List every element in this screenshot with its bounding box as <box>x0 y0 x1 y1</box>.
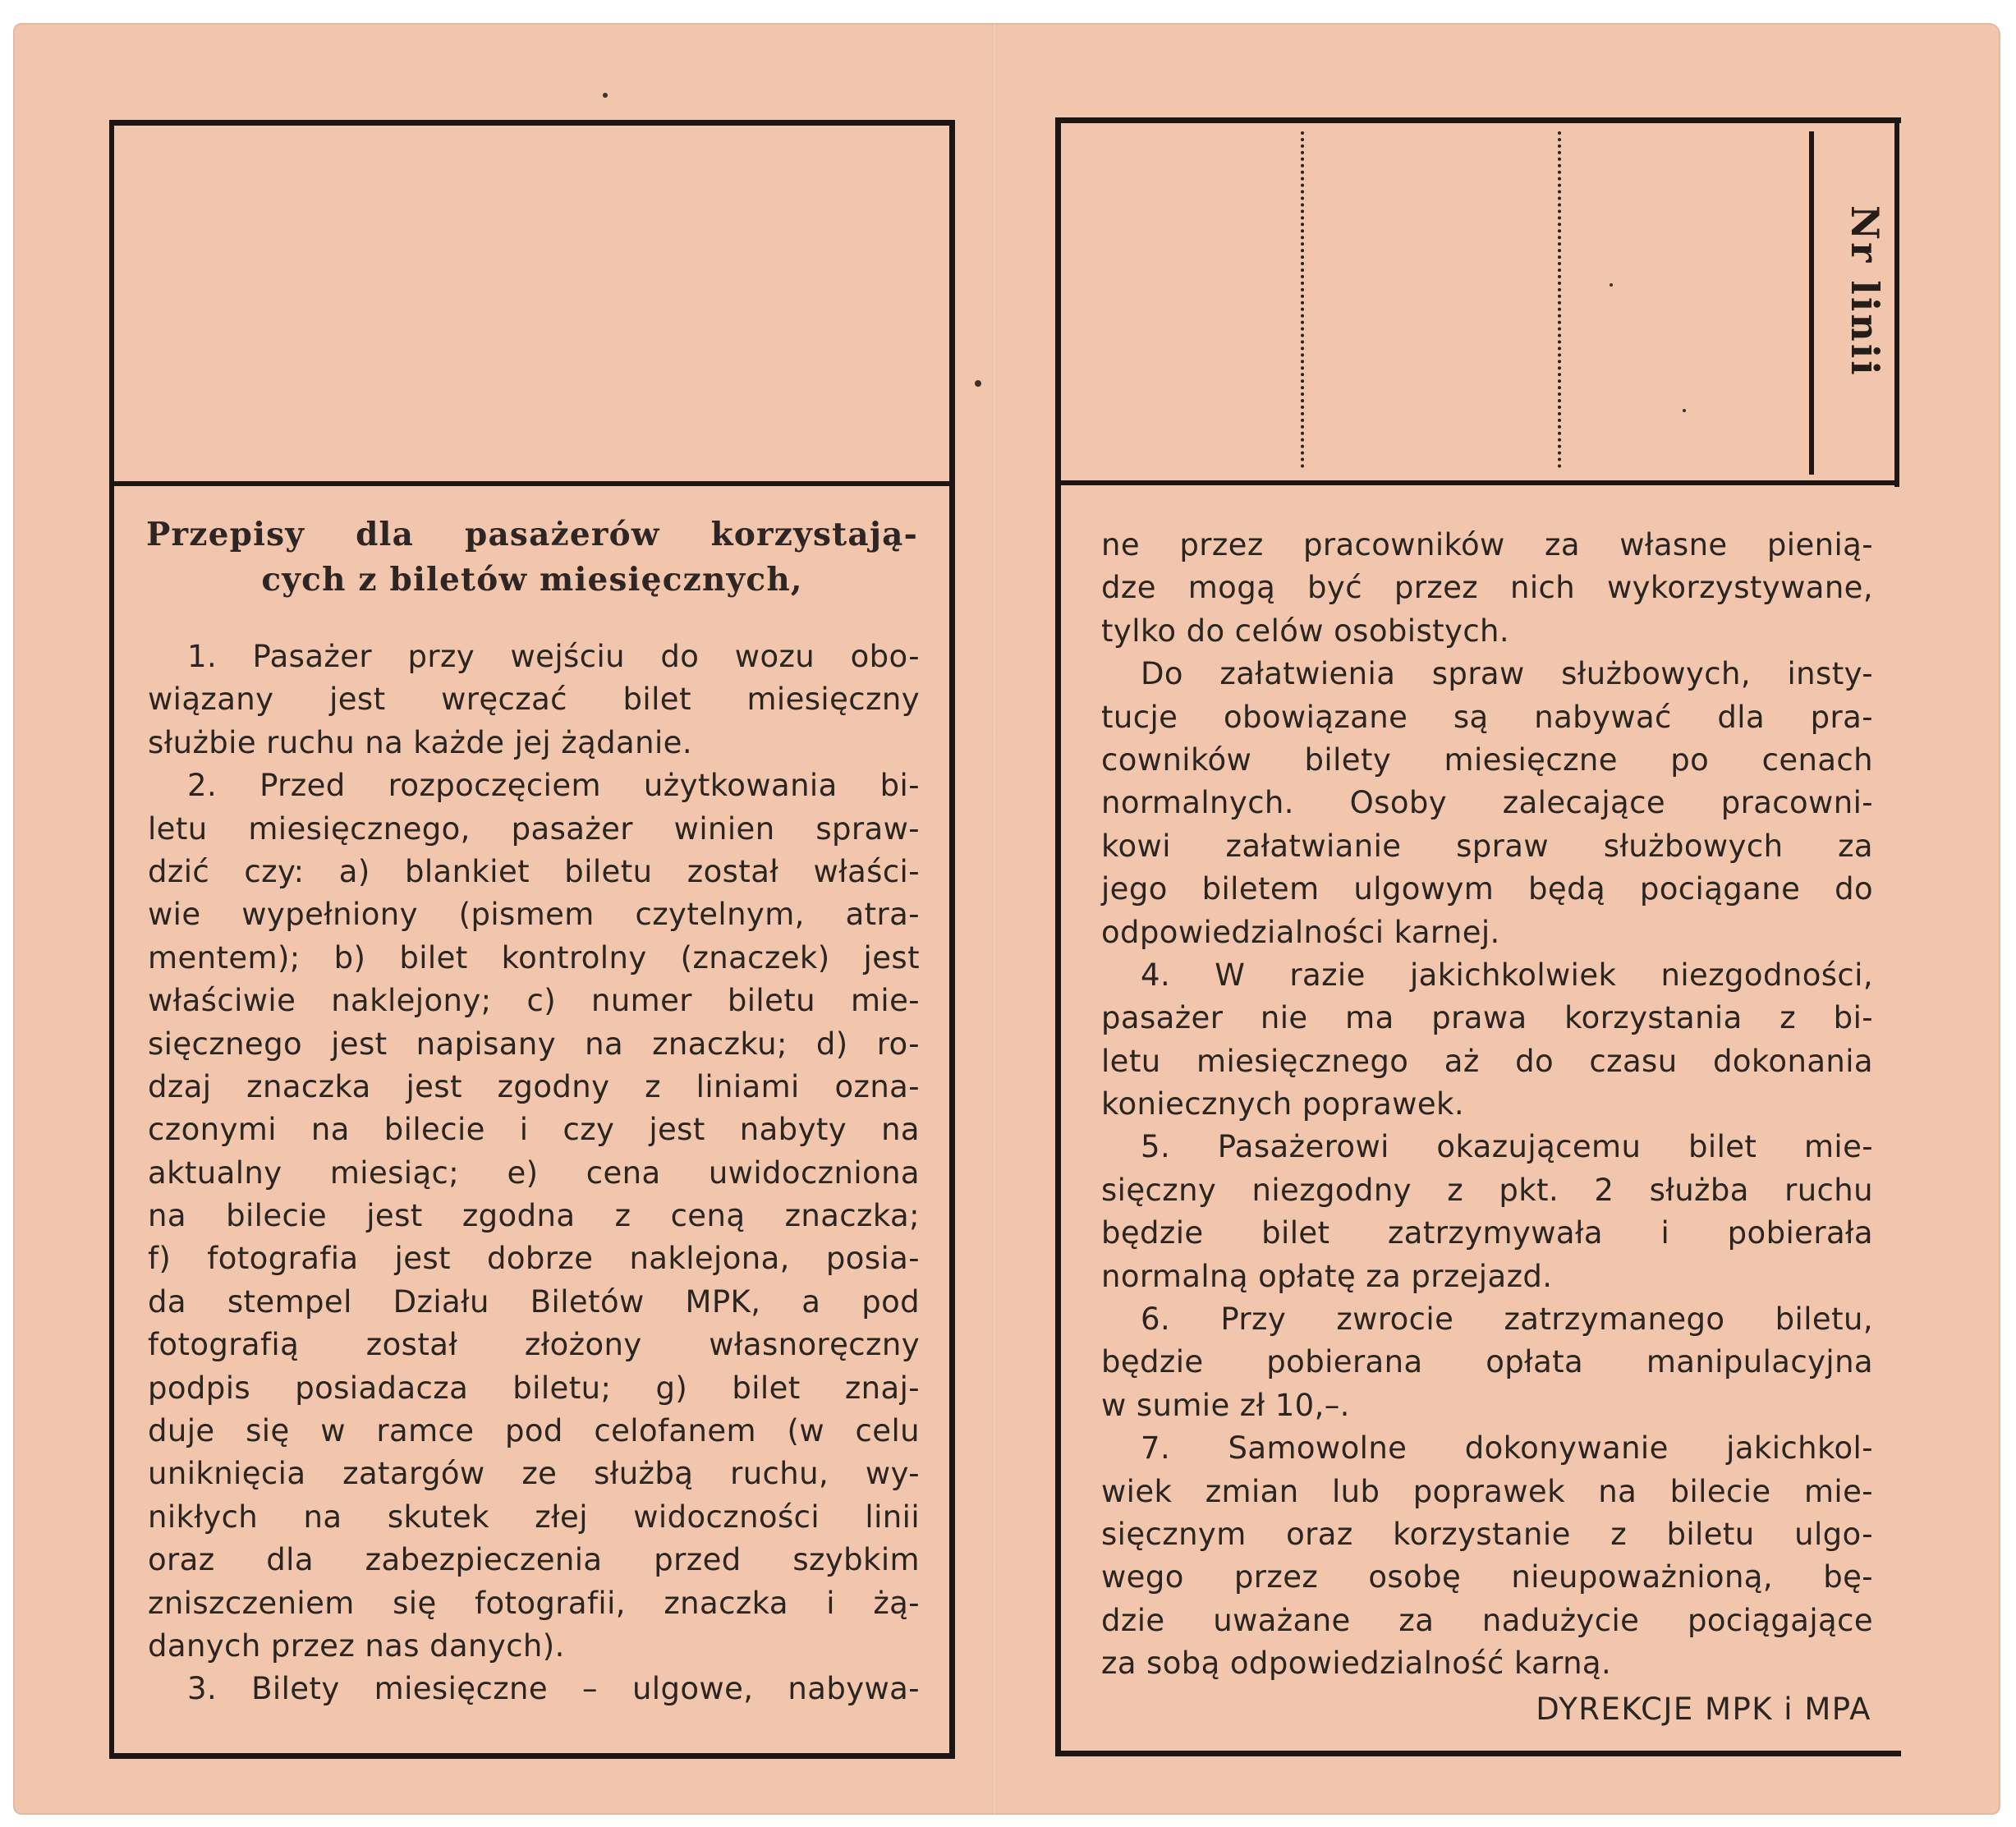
text-line: tylko do celów osobistych. <box>1101 613 1510 649</box>
left-inner-rule <box>949 120 955 1758</box>
text-line: 2. Przed rozpoczęciem użytkowania bi- <box>187 768 920 804</box>
text-line: sięczny niezgodny z pkt. 2 służba ruchu <box>1101 1172 1873 1208</box>
text-line: 6. Przy zwrocie zatrzymanego biletu, <box>1141 1301 1873 1338</box>
right-top-rule <box>1055 117 1901 123</box>
text-line: cowników bilety miesięczne po cenach <box>1101 741 1873 778</box>
line-number-label: Nr linii <box>1843 205 1887 378</box>
text-line: fotografią został złożony własnoręczny <box>148 1327 920 1363</box>
text-line: dzaj znaczka jest zgodny z liniami ozna- <box>148 1068 920 1104</box>
text-line: oraz dla zabezpieczenia przed szybkim <box>148 1542 920 1578</box>
left-bottom-rule <box>109 1753 955 1759</box>
rules-heading-line-1: Przepisy dla pasażerów korzystają- <box>146 516 918 553</box>
text-line: ne przez pracowników za własne pienią- <box>1101 527 1873 562</box>
text-line: odpowiedzialności karnej. <box>1101 914 1500 950</box>
text-line: wiek zmian lub poprawek na bilecie mie- <box>1101 1473 1873 1509</box>
text-line: duje się w ramce pod celofanem (w celu <box>148 1413 920 1449</box>
right-stamp-divider <box>1061 480 1899 485</box>
text-line: będzie pobierana opłata manipulacyjna <box>1101 1344 1873 1380</box>
text-line: w sumie zł 10,–. <box>1101 1387 1350 1423</box>
text-line: aktualny miesiąc; e) cena uwidoczniona <box>148 1154 920 1191</box>
text-line: f) fotografia jest dobrze naklejona, posia- <box>148 1241 920 1277</box>
text-line: wie wypełniony (pismem czytelnym, atra- <box>148 897 920 933</box>
line-number-box-rule <box>1809 131 1814 475</box>
left-rules-text <box>148 636 920 1711</box>
text-line: służbie ruchu na każde jej żądanie. <box>148 724 692 760</box>
speck <box>1610 283 1613 287</box>
text-line: koniecznych poprawek. <box>1101 1086 1465 1122</box>
text-line: nikłych na skutek złej widoczności linii <box>148 1499 920 1535</box>
speck <box>975 380 981 387</box>
text-line: sięcznym oraz korzystanie z biletu ulgo- <box>1101 1516 1873 1552</box>
text-line: 4. W razie jakichkolwiek niezgodności, <box>1141 957 1873 993</box>
right-rules-text <box>1101 524 1873 1686</box>
speck <box>1683 409 1686 412</box>
right-inner-rule <box>1055 117 1061 1756</box>
text-line: wego przez osobę nieupoważnioną, bę- <box>1101 1559 1873 1595</box>
text-line: uniknięcia zatargów ze służbą ruchu, wy- <box>148 1456 920 1492</box>
text-line: zniszczeniem się fotografii, znaczka i żą- <box>148 1585 920 1621</box>
rules-heading-line-2: cych z biletów miesięcznych, <box>261 561 803 599</box>
speck <box>603 93 608 98</box>
signature: DYREKCJE MPK i MPA <box>1536 1692 1871 1727</box>
right-outer-rule <box>1894 117 1899 487</box>
text-line: sięcznego jest napisany na znaczku; d) ro- <box>148 1026 920 1062</box>
stamp-box-divider-1 <box>1301 131 1304 468</box>
text-line: tucje obowiązane są nabywać dla pra- <box>1101 699 1873 735</box>
text-line: 7. Samowolne dokonywanie jakichkol- <box>1141 1430 1873 1467</box>
text-line: 3. Bilety miesięczne – ulgowe, nabywa- <box>187 1671 920 1707</box>
text-line: mentem); b) bilet kontrolny (znaczek) jest <box>148 939 920 975</box>
text-line: czonymi na bilecie i czy jest nabyty na <box>148 1112 920 1148</box>
text-line: na bilecie jest zgodna z ceną znaczka; <box>148 1198 920 1234</box>
text-line: letu miesięcznego, pasażer winien spraw- <box>148 810 920 847</box>
text-line: Do załatwienia spraw służbowych, insty- <box>1141 656 1873 692</box>
text-line: będzie bilet zatrzymywała i pobierała <box>1101 1215 1873 1251</box>
fold-crease <box>992 23 997 1815</box>
left-top-rule <box>109 120 955 126</box>
text-line: pasażer nie ma prawa korzystania z bi- <box>1101 1000 1873 1036</box>
text-line: danych przez nas danych). <box>148 1627 565 1664</box>
text-line: kowi załatwianie spraw służbowych za <box>1101 828 1873 864</box>
text-line: za sobą odpowiedzialność karną. <box>1101 1646 1612 1682</box>
text-line: dzie uważane za nadużycie pociągające <box>1101 1602 1873 1638</box>
text-line: dze mogą być przez nich wykorzystywane, <box>1101 570 1873 606</box>
text-line: jego biletem ulgowym będą pociągane do <box>1101 871 1873 907</box>
text-line: właściwie naklejony; c) numer biletu mie- <box>148 983 920 1019</box>
text-line: wiązany jest wręczać bilet miesięczny <box>148 682 920 718</box>
left-photo-divider <box>114 481 949 486</box>
text-line: 5. Pasażerowi okazującemu bilet mie- <box>1141 1129 1873 1165</box>
rules-heading <box>146 512 918 603</box>
text-line: podpis posiadacza biletu; g) bilet znaj- <box>148 1370 920 1406</box>
text-line: normalnych. Osoby zalecające pracowni- <box>1101 785 1873 821</box>
text-line: da stempel Działu Biletów MPK, a pod <box>148 1283 920 1320</box>
text-line: dzić czy: a) blankiet biletu został właści- <box>148 853 920 889</box>
text-line: normalną opłatę za przejazd. <box>1101 1258 1553 1294</box>
stamp-box-divider-2 <box>1558 131 1561 468</box>
text-line: 1. Pasażer przy wejściu do wozu obo- <box>187 639 920 674</box>
right-bottom-rule <box>1055 1751 1901 1756</box>
left-outer-rule <box>109 120 114 1758</box>
text-line: letu miesięcznego aż do czasu dokonania <box>1101 1043 1873 1079</box>
